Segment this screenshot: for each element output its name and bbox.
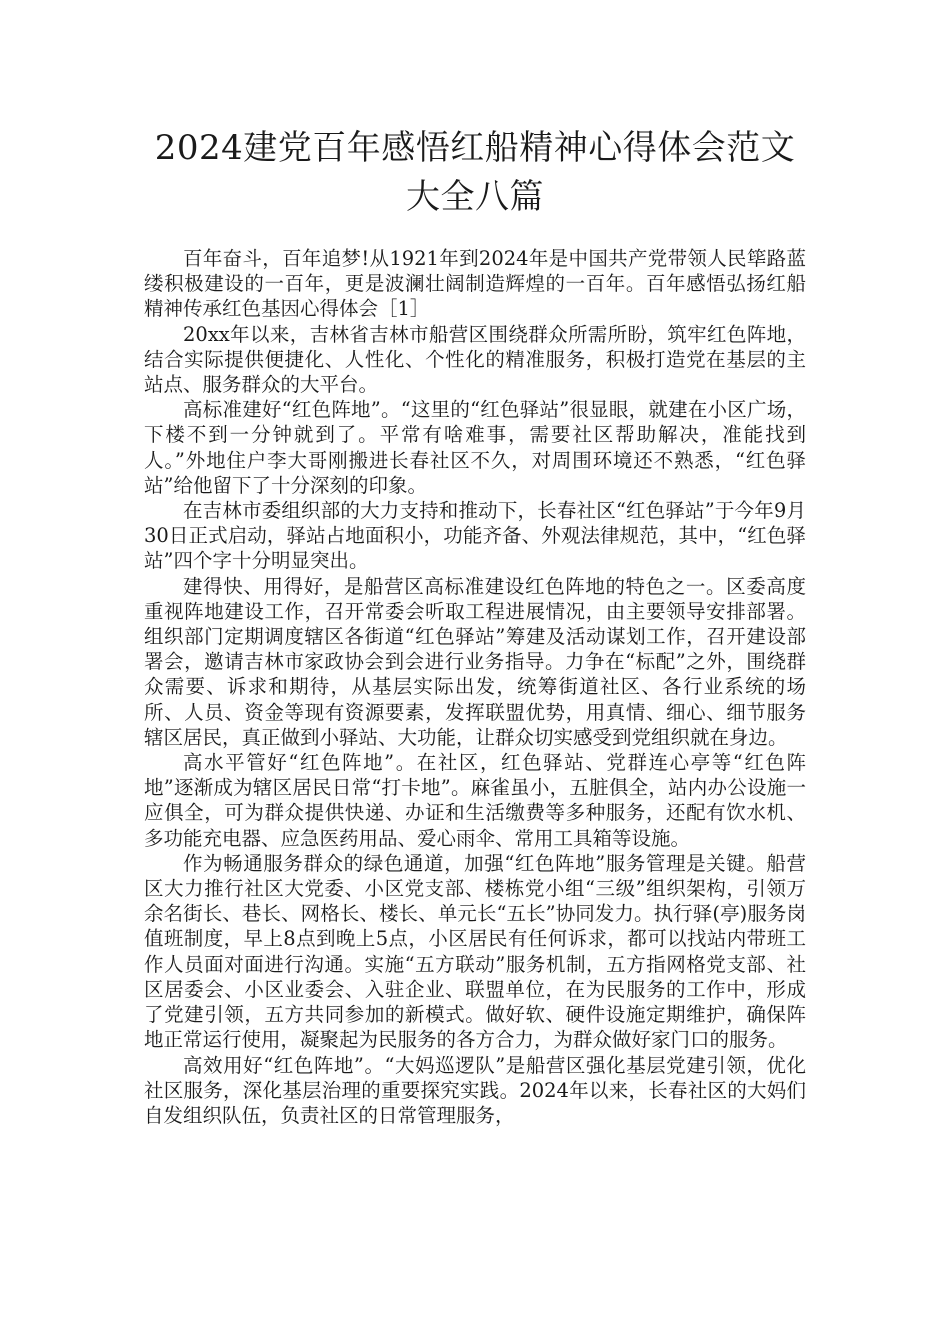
paragraph: 20xx年以来，吉林省吉林市船营区围绕群众所需所盼，筑牢红色阵地，结合实际提供便捷化、人性化、个性化的精准服务，积极打造党在基层的主站点、服务群众的大平台。 — [144, 322, 806, 397]
paragraph: 建得快、用得好，是船营区高标准建设红色阵地的特色之一。区委高度重视阵地建设工作，召开常委会听取工程进展情况，由主要领导安排部署。组织部门定期调度辖区各街道“红色驿站”筹建及活动谋划工作，召开建设部署会，邀请吉林市家政协会到会进行业务指导。力争在“标配”之外，围绕群众需要、诉求和期待，从基层实际出发，统筹街道社区、各行业系统的场所、人员、资金等现有资源要素，发挥联盟优势，用真情、细心、细节服务辖区居民，真正做到小驿站、大功能，让群众切实感受到党组织就在身边。 — [144, 574, 806, 749]
document-body — [144, 246, 806, 1128]
paragraph: 高效用好“红色阵地”。“大妈巡逻队”是船营区强化基层党建引领，优化社区服务，深化基层治理的重要探究实践。2024年以来，长春社区的大妈们自发组织队伍，负责社区的日常管理服务， — [144, 1053, 806, 1127]
paragraph: 高标准建好“红色阵地”。“这里的“红色驿站”很显眼，就建在小区广场，下楼不到一分钟就到了。平常有啥难事，需要社区帮助解决，准能找到人。”外地住户李大哥刚搬进长春社区不久，对周围环境还不熟悉，“红色驿站”给他留下了十分深刻的印象。 — [144, 398, 806, 497]
paragraph: 作为畅通服务群众的绿色通道，加强“红色阵地”服务管理是关键。船营区大力推行社区大党委、小区党支部、楼栋党小组“三级”组织架构，引领万余名街长、巷长、网格长、楼长、单元长“五长”协同发力。执行驿(亭)服务岗值班制度，早上8点到晚上5点，小区居民有任何诉求，都可以找站内带班工作人员面对面进行沟通。实施“五方联动”服务机制，五方指网格党支部、社区居委会、小区业委会、入驻企业、联盟单位，在为民服务的工作中，形成了党建引领，五方共同参加的新模式。做好软、硬件设施定期维护，确保阵地正常运行使用，凝聚起为民服务的各方合力，为群众做好家门口的服务。 — [144, 851, 806, 1052]
paragraph-intro: 百年奋斗，百年追梦!从1921年到2024年是中国共产党带领人民筚路蓝缕积极建设的一百年，更是波澜壮阔制造辉煌的一百年。百年感悟弘扬红船精神传承红色基因心得体会［1］ — [144, 247, 806, 321]
paragraph: 在吉林市委组织部的大力支持和推动下，长春社区“红色驿站”于今年9月30日正式启动，驿站占地面积小，功能齐备、外观法律规范，其中，“红色驿站”四个字十分明显突出。 — [144, 499, 806, 573]
paragraph: 高水平管好“红色阵地”。在社区，红色驿站、党群连心亭等“红色阵地”逐渐成为辖区居民日常“打卡地”。麻雀虽小，五脏俱全，站内办公设施一应俱全，可为群众提供快递、办证和生活缴费等多种服务，还配有饮水机、多功能充电器、应急医药用品、爱心雨伞、常用工具箱等设施。 — [144, 751, 806, 850]
document-title — [120, 124, 830, 222]
title-line-1: 2024建党百年感悟红船精神心得体会范文 — [154, 128, 796, 168]
title-line-2: 大全八篇 — [406, 177, 544, 217]
